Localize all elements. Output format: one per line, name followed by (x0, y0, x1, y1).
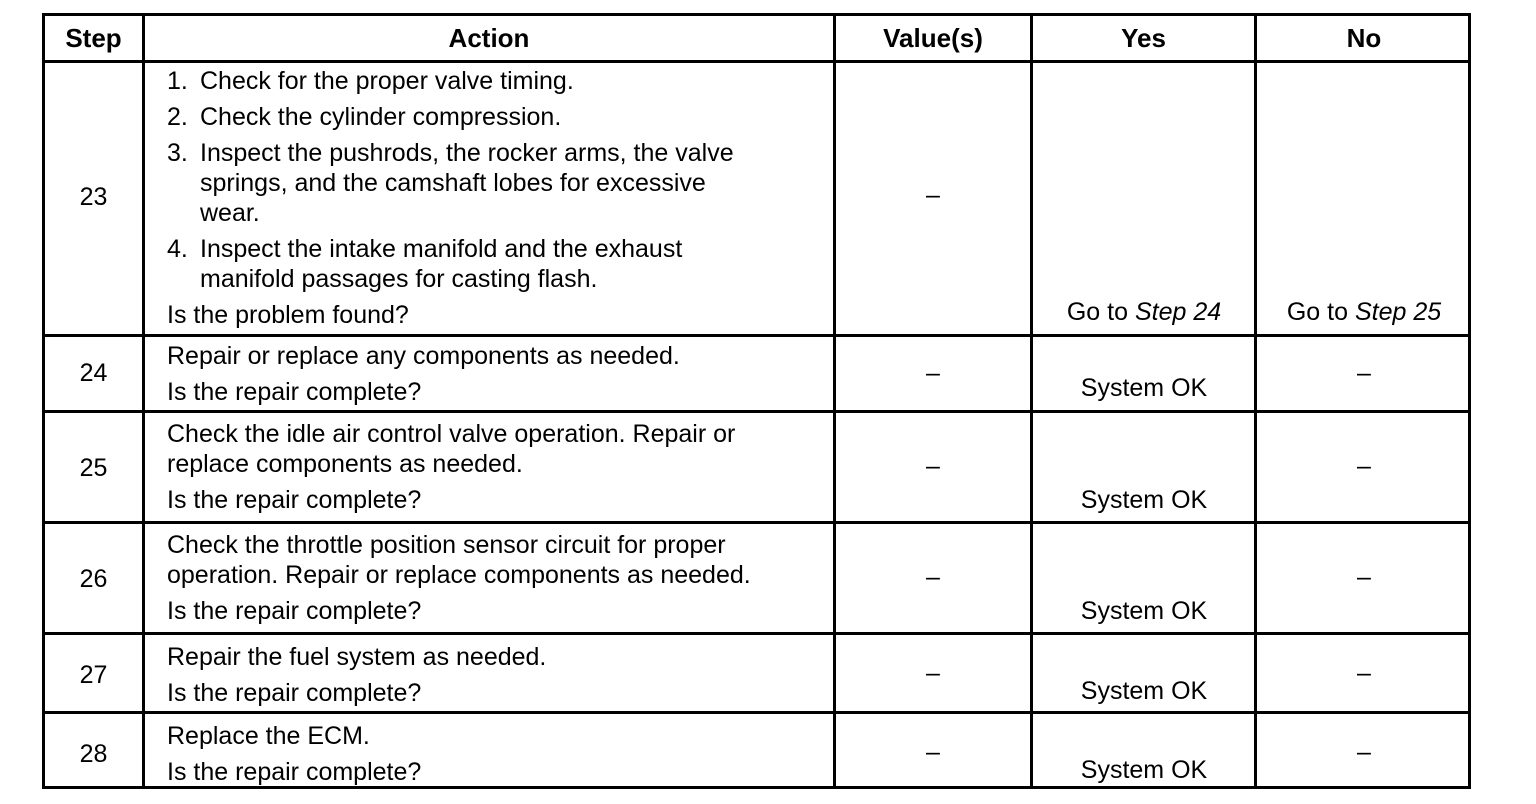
yes-cell: System OK (1080, 677, 1208, 705)
value-cell: – (926, 359, 940, 387)
diagnostic-table (42, 13, 1471, 789)
step-number: 24 (79, 359, 108, 387)
header-yes: Yes (1121, 22, 1166, 53)
step-number: 27 (79, 661, 108, 689)
column-divider (142, 16, 145, 786)
value-cell: – (926, 181, 940, 209)
row-divider (45, 60, 1468, 63)
value-cell: – (926, 659, 940, 687)
action-item: 3. Inspect the pushrods, the rocker arms, the valve (167, 139, 734, 167)
header-step: Step (65, 22, 122, 53)
action-question: Is the repair complete? (167, 758, 422, 786)
action-question: Is the repair complete? (167, 597, 422, 625)
action-question: Is the problem found? (167, 301, 409, 329)
no-cell: – (1357, 738, 1371, 766)
action-text: Replace the ECM. Is the repair complete? (167, 722, 422, 786)
action-text: Repair the fuel system as needed. Is the repair complete? (167, 643, 547, 707)
yes-cell: System OK (1080, 374, 1208, 402)
action-question: Is the repair complete? (167, 486, 422, 514)
yes-cell: System OK (1080, 486, 1208, 514)
no-cell: – (1357, 659, 1371, 687)
header-values: Value(s) (883, 22, 983, 53)
action-item: 2. Check the cylinder compression. (167, 103, 562, 131)
no-cell: – (1357, 563, 1371, 591)
value-cell: – (926, 452, 940, 480)
action-text: Repair or replace any components as needed. Is the repair complete? (167, 342, 680, 406)
yes-cell: Go to Step 24 (1066, 298, 1222, 326)
header-action: Action (448, 22, 530, 53)
no-cell: – (1357, 359, 1371, 387)
step-number: 23 (79, 183, 108, 211)
no-cell: Go to Step 25 (1286, 298, 1442, 326)
row-divider (45, 334, 1468, 337)
action-question: Is the repair complete? (167, 679, 422, 707)
row-divider (45, 410, 1468, 413)
step-number: 25 (79, 454, 108, 482)
action-text: 1. Check for the proper valve timing. 2. Check the cylinder compression. 3. Inspect the pushrods, the rocker arms, the valve springs, and the camshaft lobes for excessive wear. 4. Inspect the intake manifold and the exhaust manifold passages for casting flash. Is the problem found? (167, 67, 734, 329)
step-number: 28 (79, 740, 108, 768)
value-cell: – (926, 738, 940, 766)
step-number: 26 (79, 565, 108, 593)
action-text: Check the throttle position sensor circuit for proper operation. Repair or replace components as needed. Is the repair complete? (167, 531, 751, 625)
row-divider (45, 711, 1468, 714)
yes-cell: System OK (1080, 597, 1208, 625)
row-divider (45, 632, 1468, 635)
header-no: No (1346, 22, 1382, 53)
value-cell: – (926, 563, 940, 591)
action-text: Check the idle air control valve operation. Repair or replace components as needed. Is the repair complete? (167, 420, 736, 514)
no-cell: – (1357, 452, 1371, 480)
action-item: 4. Inspect the intake manifold and the exhaust (167, 235, 683, 263)
row-divider (45, 521, 1468, 524)
action-item: 1. Check for the proper valve timing. (167, 67, 574, 95)
yes-cell: System OK (1080, 756, 1208, 784)
action-question: Is the repair complete? (167, 378, 422, 406)
